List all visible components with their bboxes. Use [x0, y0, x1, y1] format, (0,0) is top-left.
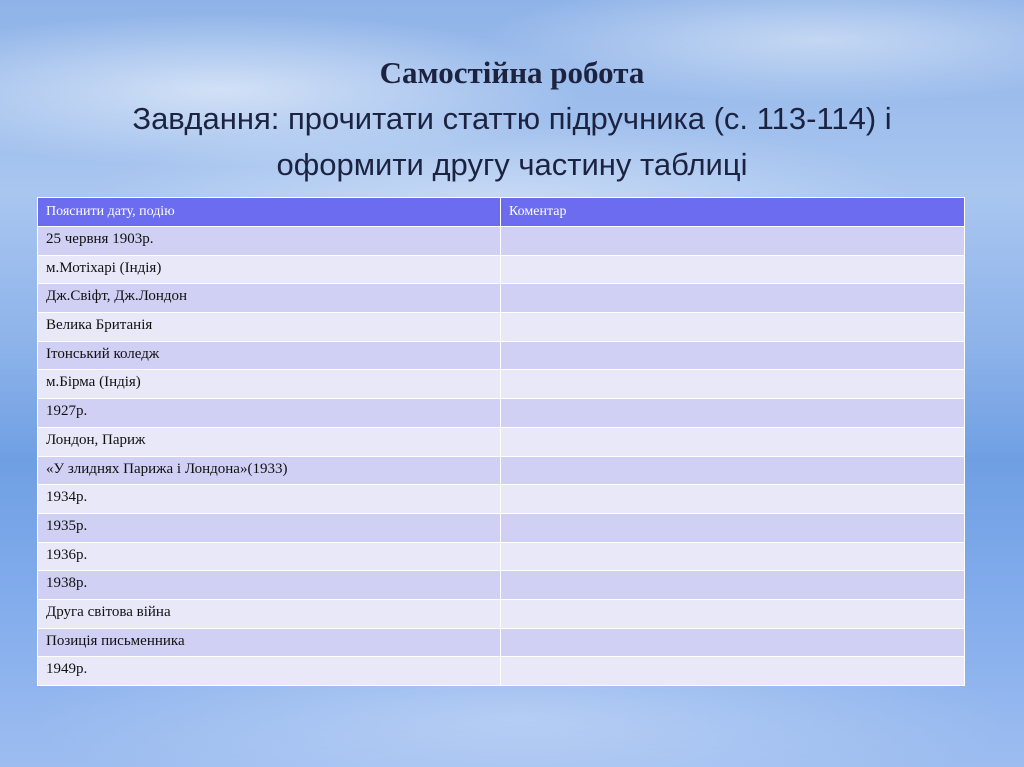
cell-event: м.Бірма (Індія): [38, 370, 501, 399]
table-row: [38, 542, 965, 571]
cell-comment[interactable]: [501, 628, 965, 657]
cell-comment[interactable]: [501, 399, 965, 428]
cell-comment[interactable]: [501, 657, 965, 686]
table-row: [38, 227, 965, 256]
table-row: [38, 370, 965, 399]
title-main: Самостійна робота: [379, 55, 645, 90]
cell-event: 1936р.: [38, 542, 501, 571]
table-row: [38, 399, 965, 428]
table-row: [38, 571, 965, 600]
cell-event: 1927р.: [38, 399, 501, 428]
table-row: [38, 255, 965, 284]
cell-event: Ітонський коледж: [38, 341, 501, 370]
table-row: [38, 485, 965, 514]
cell-event: Лондон, Париж: [38, 427, 501, 456]
table-row: [38, 456, 965, 485]
table-row: [38, 284, 965, 313]
events-table: [37, 197, 965, 686]
cell-event: 1949р.: [38, 657, 501, 686]
cell-event: Дж.Свіфт, Дж.Лондон: [38, 284, 501, 313]
table-row: [38, 628, 965, 657]
cell-comment[interactable]: [501, 284, 965, 313]
cell-event: «У злиднях Парижа і Лондона»(1933): [38, 456, 501, 485]
table-row: [38, 313, 965, 342]
cell-event: м.Мотіхарі (Індія): [38, 255, 501, 284]
table-header-row: [38, 198, 965, 227]
cell-comment[interactable]: [501, 599, 965, 628]
table-row: [38, 427, 965, 456]
cell-event: Друга світова війна: [38, 599, 501, 628]
table-row: [38, 599, 965, 628]
header-event: Пояснити дату, подію: [38, 198, 501, 227]
cell-event: 25 червня 1903р.: [38, 227, 501, 256]
table-row: [38, 513, 965, 542]
cell-comment[interactable]: [501, 456, 965, 485]
cell-comment[interactable]: [501, 313, 965, 342]
table-body: [38, 227, 965, 686]
cell-event: 1935р.: [38, 513, 501, 542]
cell-event: 1938р.: [38, 571, 501, 600]
table-row: [38, 341, 965, 370]
cell-comment[interactable]: [501, 255, 965, 284]
cell-comment[interactable]: [501, 485, 965, 514]
header-comment: Коментар: [501, 198, 965, 227]
cell-comment[interactable]: [501, 227, 965, 256]
cell-event: Велика Британія: [38, 313, 501, 342]
cell-comment[interactable]: [501, 341, 965, 370]
cell-event: 1934р.: [38, 485, 501, 514]
cell-comment[interactable]: [501, 370, 965, 399]
slide-title: [40, 50, 984, 188]
table-row: [38, 657, 965, 686]
events-table-container: [37, 197, 964, 686]
cell-comment[interactable]: [501, 513, 965, 542]
cell-comment[interactable]: [501, 542, 965, 571]
cell-event: Позиція письменника: [38, 628, 501, 657]
cell-comment[interactable]: [501, 427, 965, 456]
title-task-line: Завдання: прочитати статтю підручника (с. 113-114) і: [132, 101, 892, 136]
cell-comment[interactable]: [501, 571, 965, 600]
title-task-line-2: оформити другу частину таблиці: [276, 147, 748, 182]
